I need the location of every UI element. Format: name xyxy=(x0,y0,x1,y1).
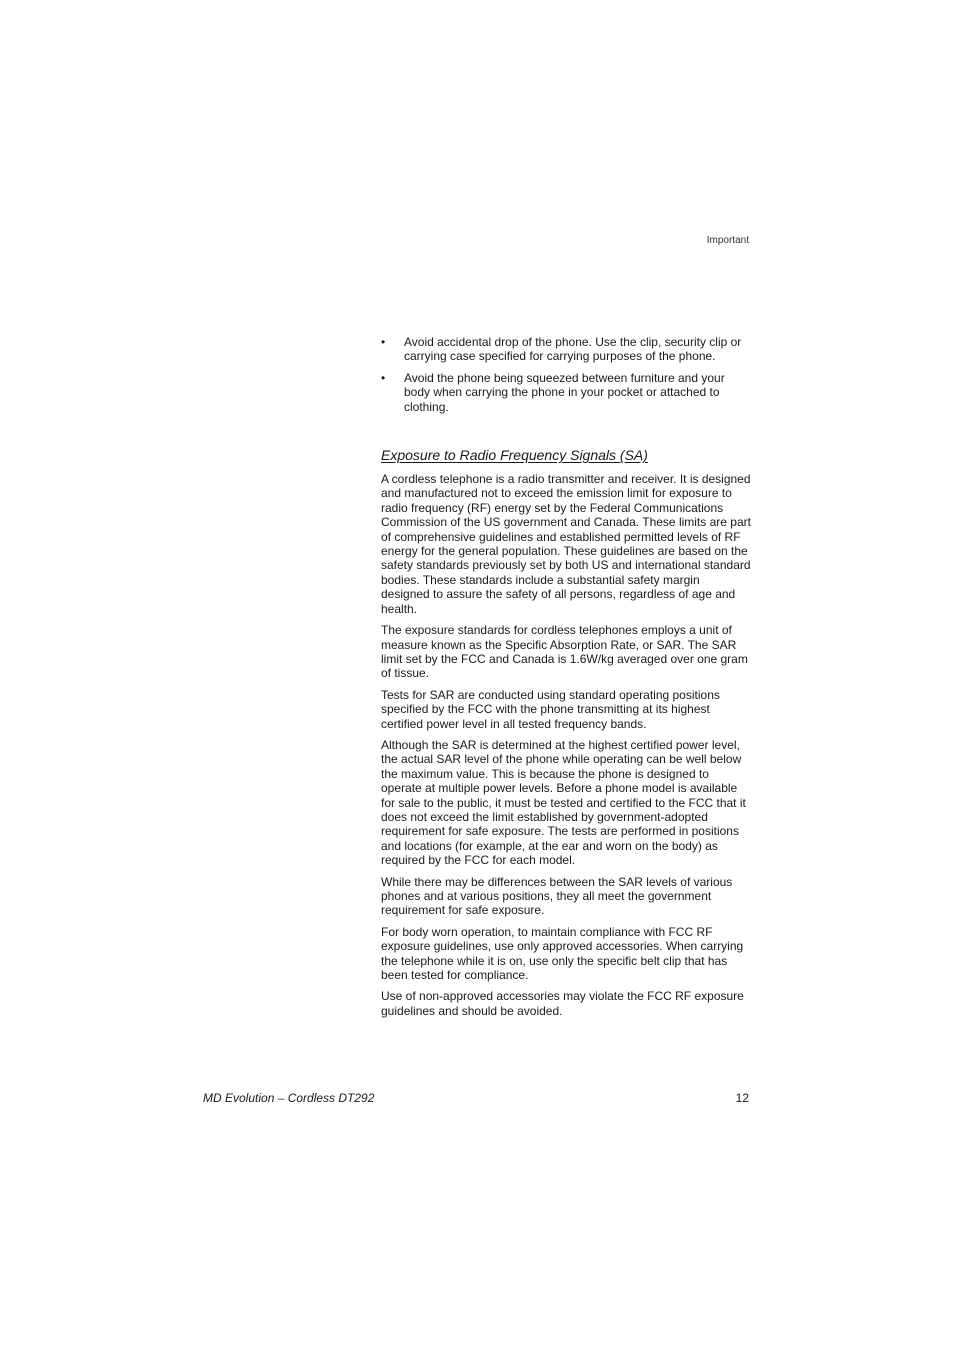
running-header: Important xyxy=(706,235,749,246)
bullet-marker: • xyxy=(381,335,386,349)
list-item xyxy=(381,335,751,364)
paragraph: For body worn operation, to maintain compliance with FCC RF exposure guidelines, use only approved accessories. When carrying the telephone while it is on, use only the specific belt clip that has been tested for compliance. xyxy=(381,924,744,983)
main-content xyxy=(381,335,751,1025)
paragraph: The exposure standards for cordless telephones employs a unit of measure known as the Specific Absorption Rate, or SAR. The SAR limit set by the FCC and Canada is 1.6W/kg averaged over one gram of tissue. xyxy=(381,623,748,681)
section-heading: Exposure to Radio Frequency Signals (SA) xyxy=(381,447,648,464)
list-item xyxy=(381,371,751,414)
paragraph: Tests for SAR are conducted using standard operating positions specified by the FCC with the phone transmitting at its highest certified power level in all tested frequency bands. xyxy=(381,687,720,731)
bullet-list xyxy=(381,335,751,414)
paragraph: While there may be differences between the SAR levels of various phones and at various positions, they all meet the government requirement for safe exposure. xyxy=(381,874,733,918)
paragraph: Although the SAR is determined at the highest certified power level, the actual SAR level of the phone while operating can be well below the maximum value. This is because the phone is designed to operate at multiple power levels. Before a phone model is available for sale to the public, it must be tested and certified to the FCC that it does not exceed the limit established by government-adopted requirement for safe exposure. The tests are performed in positions and locations (for example, at the ear and worn on the body) as required by the FCC for each model. xyxy=(381,737,746,868)
paragraph: A cordless telephone is a radio transmitter and receiver. It is designed and manufactured not to exceed the emission limit for exposure to radio frequency (RF) energy set by the Federal Communications Commission of the US government and Canada. These limits are part of comprehensive guidelines and established permitted levels of RF energy for the general population. These guidelines are based on the safety standards previously set by both US and international standard bodies. These standards include a substantial safety margin designed to assure the safety of all persons, regardless of age and health. xyxy=(381,472,751,616)
paragraph: Use of non-approved accessories may violate the FCC RF exposure guidelines and should be avoided. xyxy=(381,989,744,1018)
page-number: 12 xyxy=(735,1091,749,1105)
bullet-marker: • xyxy=(381,370,386,385)
list-item-text: Avoid the phone being squeezed between furniture and your body when carrying the phone in your pocket or attached to clothing. xyxy=(404,370,725,414)
footer-product-name: MD Evolution – Cordless DT292 xyxy=(203,1091,375,1105)
list-item-text: Avoid accidental drop of the phone. Use the clip, security clip or carrying case specified for carrying purposes of the phone. xyxy=(404,335,742,364)
